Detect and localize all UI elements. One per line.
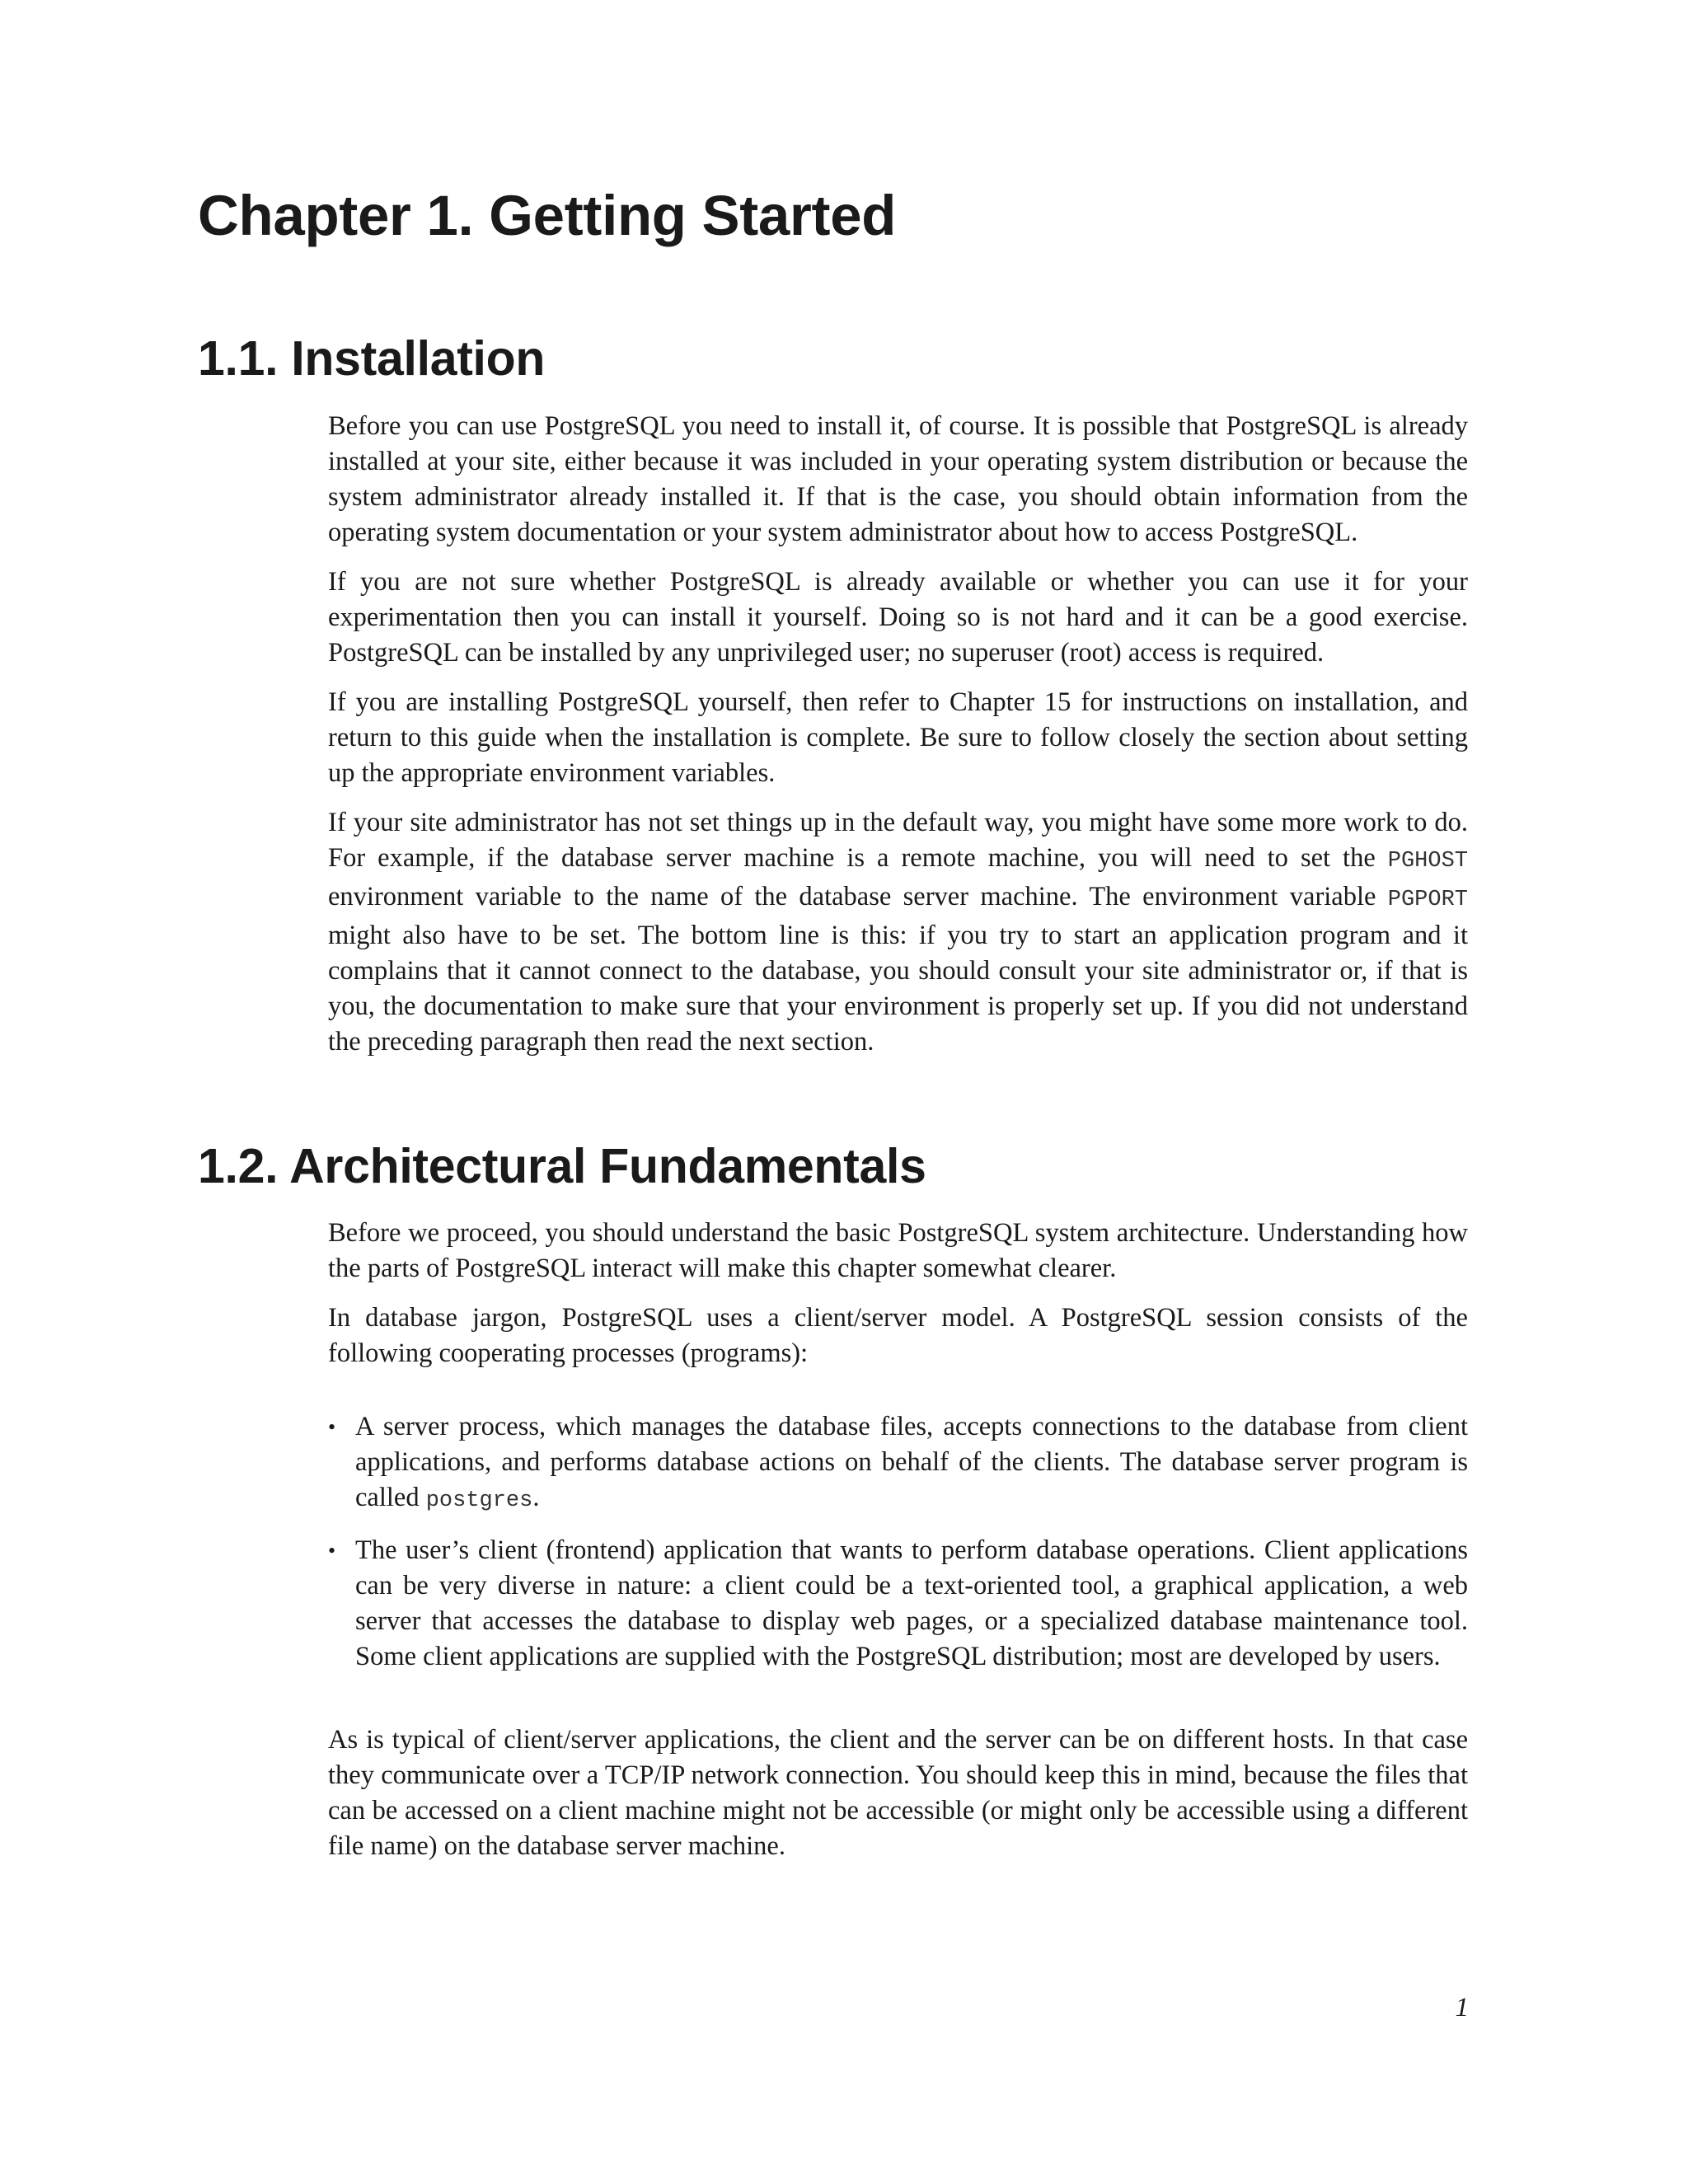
section-body-installation xyxy=(328,409,1468,1074)
section-title-installation: 1.1. Installation xyxy=(198,331,546,386)
process-list xyxy=(328,1409,1468,1675)
program-name-postgres: postgres xyxy=(425,1488,533,1513)
chapter-title: Chapter 1. Getting Started xyxy=(198,184,897,247)
paragraph-text: might also have to be set. The bottom line is this: if you try to start an application program and it complains that it cannot connect to the database, you should consult your site administrator or, if that is you, the documentation to make sure that your environment is properly set up. If you did not understand the preceding paragraph then read the next section. xyxy=(328,921,1468,1057)
list-item xyxy=(328,1409,1468,1519)
env-var-pgport: PGPORT xyxy=(1387,888,1468,912)
env-var-pghost: PGHOST xyxy=(1387,849,1468,874)
section-title-architecture: 1.2. Architectural Fundamentals xyxy=(198,1139,926,1193)
paragraph: Before we proceed, you should understand the basic PostgreSQL system architecture. Understanding how the parts of PostgreSQL interact will make this chapter somewhat clearer. xyxy=(328,1218,1468,1283)
paragraph: As is typical of client/server applications, the client and the server can be on different hosts. In that case they communicate over a TCP/IP network connection. You should keep this in mind, because the files that can be accessed on a client machine might not be accessible (or might only be accessible using a different file name) on the database server machine. xyxy=(328,1725,1468,1861)
list-item-text: . xyxy=(532,1483,540,1512)
paragraph: Before you can use PostgreSQL you need to install it, of course. It is possible that PostgreSQL is already installed at your site, either because it was included in your operating system distribution or because the system administrator already installed it. If that is the case, you should obtain information from the operating system documentation or your system administrator about how to access PostgreSQL. xyxy=(328,411,1468,547)
list-item xyxy=(328,1533,1468,1675)
paragraph: In database jargon, PostgreSQL uses a client/server model. A PostgreSQL session consists of the following cooperating processes (programs): xyxy=(328,1303,1468,1368)
list-item-text: A server process, which manages the database files, accepts connections to the database from client applications, and performs database actions on behalf of the clients. The database server program is called xyxy=(355,1412,1468,1512)
section-body-architecture xyxy=(328,1216,1468,1878)
list-item-text: The user’s client (frontend) application that wants to perform database operations. Client applications can be very diverse in nature: a client could be a text-oriented tool, a graphical application, a web server that accesses the database to display web pages, or a specialized database maintenance tool. Some client applications are supplied with the PostgreSQL distribution; most are developed by users. xyxy=(355,1535,1468,1671)
bullet-icon: • xyxy=(328,1415,336,1439)
paragraph-text: If your site administrator has not set things up in the default way, you might have some more work to do. For example, if the database server machine is a remote machine, you will need to set the xyxy=(328,808,1468,873)
paragraph-text: environment variable to the name of the database server machine. The environment variable xyxy=(328,882,1388,912)
paragraph: If you are not sure whether PostgreSQL is already available or whether you can use it for your experimentation then you can install it yourself. Doing so is not hard and it can be a good exercise. PostgreSQL can be installed by any unprivileged user; no superuser (root) access is required. xyxy=(328,567,1468,668)
bullet-icon: • xyxy=(328,1539,336,1563)
page-number: 1 xyxy=(1455,1993,1469,2022)
paragraph xyxy=(328,805,1468,1060)
paragraph: If you are installing PostgreSQL yourself, then refer to Chapter 15 for instructions on installation, and return to this guide when the installation is complete. Be sure to follow closely the section about setting up the appropriate environment variables. xyxy=(328,687,1468,788)
